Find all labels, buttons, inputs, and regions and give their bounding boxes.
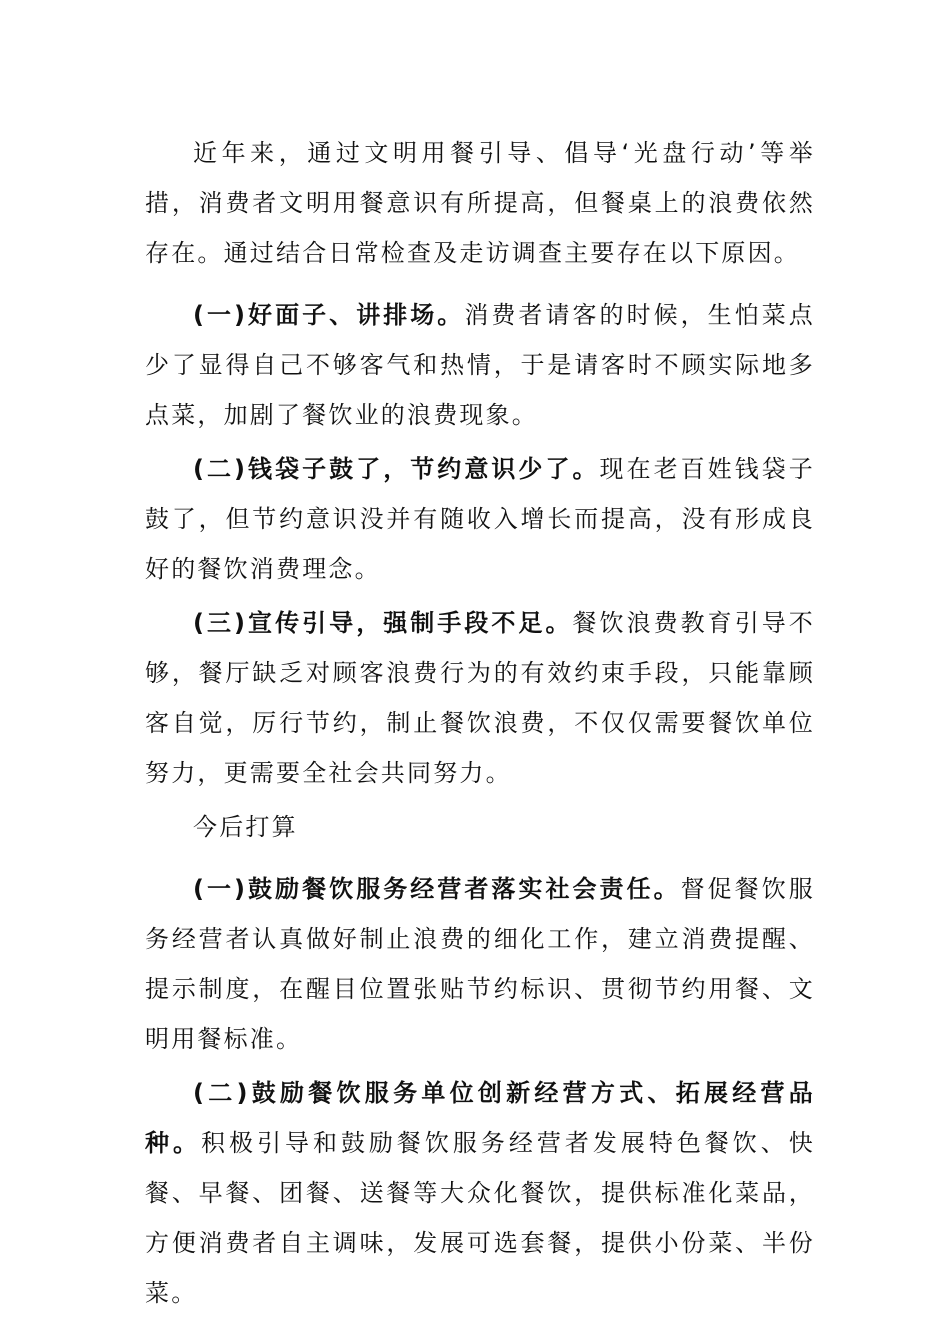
plan-body-1: 督促餐饮服务经营者认真做好制止浪费的细化工作，建立消费提醒、提示制度，在醒目位置张贴节约标识、贯彻节约用餐、文明用餐标准。 <box>145 875 815 1053</box>
plan-heading-2: (二)鼓励餐饮服务单位创新经营方式、拓展经营品种。 <box>145 1079 815 1157</box>
reason-body-1: 消费者请客的时候，生怕菜点少了显得自己不够客气和热情，于是请客时不顾实际地多点菜，加剧了餐饮业的浪费现象。 <box>145 301 815 429</box>
reason-paragraph-3 <box>145 598 815 798</box>
section-title: 今后打算 <box>193 813 298 841</box>
reason-body-3: 餐饮浪费教育引导不够，餐厅缺乏对顾客浪费行为的有效约束手段，只能靠顾客自觉，厉行节约，制止餐饮浪费，不仅仅需要餐饮单位努力，更需要全社会共同努力。 <box>145 609 815 787</box>
plan-paragraph-1 <box>145 864 815 1064</box>
intro-paragraph: 近年来，通过文明用餐引导、倡导‘光盘行动’等举措，消费者文明用餐意识有所提高，但餐桌上的浪费依然存在。通过结合日常检查及走访调查主要存在以下原因。 <box>145 139 815 267</box>
reason-heading-1: (一)好面子、讲排场。 <box>193 301 465 329</box>
reason-body-2: 现在老百姓钱袋子鼓了，但节约意识没并有随收入增长而提高，没有形成良好的餐饮消费理念。 <box>145 455 815 583</box>
reason-paragraph-2 <box>145 444 815 594</box>
document-body <box>145 128 815 1318</box>
reason-heading-3: (三)宣传引导，强制手段不足。 <box>193 609 573 637</box>
plan-heading-1: (一)鼓励餐饮服务经营者落实社会责任。 <box>193 875 681 903</box>
reason-paragraph-1 <box>145 290 815 440</box>
reason-heading-2: (二)钱袋子鼓了，节约意识少了。 <box>193 455 600 483</box>
plan-paragraph-2 <box>145 1068 815 1318</box>
plan-body-2: 积极引导和鼓励餐饮服务经营者发展特色餐饮、快餐、早餐、团餐、送餐等大众化餐饮，提供标准化菜品，方便消费者自主调味，发展可选套餐，提供小份菜、半份菜。 <box>145 1129 815 1307</box>
